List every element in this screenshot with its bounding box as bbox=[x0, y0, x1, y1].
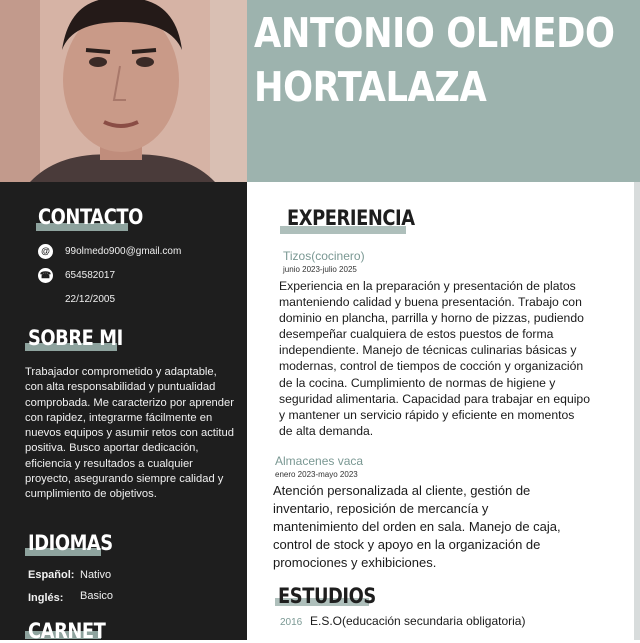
sidebar bbox=[0, 182, 247, 643]
language-row-english bbox=[28, 590, 114, 604]
about-text: Trabajador comprometido y adaptable, con alta responsabilidad y puntualidad comprobada. Me caracterizo por aprender con rapidez, integrarme fácilmente en nuevos equipos y asumir retos con actitud positiva. Busco aportar dedicación, eficiencia y resultados a cualquier proyecto, asegurando siempre calidad y cumplimiento de objetivos. bbox=[25, 366, 234, 501]
language-level: Nativo bbox=[80, 569, 112, 581]
name-line-1: ANTONIO OLMEDO bbox=[254, 9, 615, 57]
job-description: Experiencia en la preparación y presentación de platos manteniendo calidad y buena presentación. Trabajo con dominio en plancha, parrilla y horno de pizzas, pudiendo desempeñar cualquiera de estos puestos de forma independiente. Manejo de técnicas culinarias básicas y modernas, control de tiempos de cocción y organización de la cocina. Cumplimiento de normas de higiene y seguridad alimentaria. Capacidad para trabajar en equipo y mantener un servicio rápido y eficiente en momentos de alta demanda. bbox=[279, 279, 590, 438]
education-year: 2016 bbox=[280, 617, 303, 628]
about-title: SOBRE MI bbox=[28, 326, 123, 350]
person-name bbox=[254, 6, 615, 114]
language-name: Español: bbox=[28, 569, 75, 581]
job-title: Almacenes vaca bbox=[275, 454, 364, 468]
name-line-2: HORTALAZA bbox=[254, 63, 487, 111]
contact-birthdate: 22/12/2005 bbox=[65, 293, 116, 305]
email-icon: @ bbox=[38, 244, 53, 259]
experience-title: EXPERIENCIA bbox=[287, 206, 415, 230]
contact-phone-row bbox=[38, 267, 116, 283]
portrait-illustration bbox=[0, 0, 247, 182]
language-level: Basico bbox=[80, 590, 114, 602]
language-row-spanish bbox=[28, 569, 112, 581]
contact-title: CONTACTO bbox=[38, 205, 143, 229]
education-degree: E.S.O(educación secundaria obligatoria) bbox=[310, 614, 526, 628]
contact-email-row bbox=[38, 243, 182, 259]
license-title: CARNET bbox=[28, 619, 106, 643]
job-description: Atención personalizada al cliente, gestión de inventario, reposición de mercancía y mantenimiento del orden en sala. Manejo de caja, control de stock y apoyo en la organización de promociones y exhibiciones. bbox=[273, 483, 561, 570]
education-title: ESTUDIOS bbox=[278, 584, 376, 608]
birthdate-spacer bbox=[38, 292, 53, 307]
job-title: Tizos(cocinero) bbox=[283, 249, 365, 263]
job-dates: enero 2023-mayo 2023 bbox=[275, 470, 358, 479]
page-edge bbox=[634, 182, 640, 640]
languages-title: IDIOMAS bbox=[28, 531, 113, 555]
phone-icon: ☎ bbox=[38, 268, 53, 283]
contact-birthdate-row bbox=[38, 291, 116, 307]
contact-email[interactable]: 99olmedo900@gmail.com bbox=[65, 245, 182, 257]
profile-photo bbox=[0, 0, 247, 182]
language-name: Inglés: bbox=[28, 592, 64, 604]
contact-phone[interactable]: 654582017 bbox=[65, 269, 116, 281]
job-dates: junio 2023-julio 2025 bbox=[283, 265, 357, 274]
